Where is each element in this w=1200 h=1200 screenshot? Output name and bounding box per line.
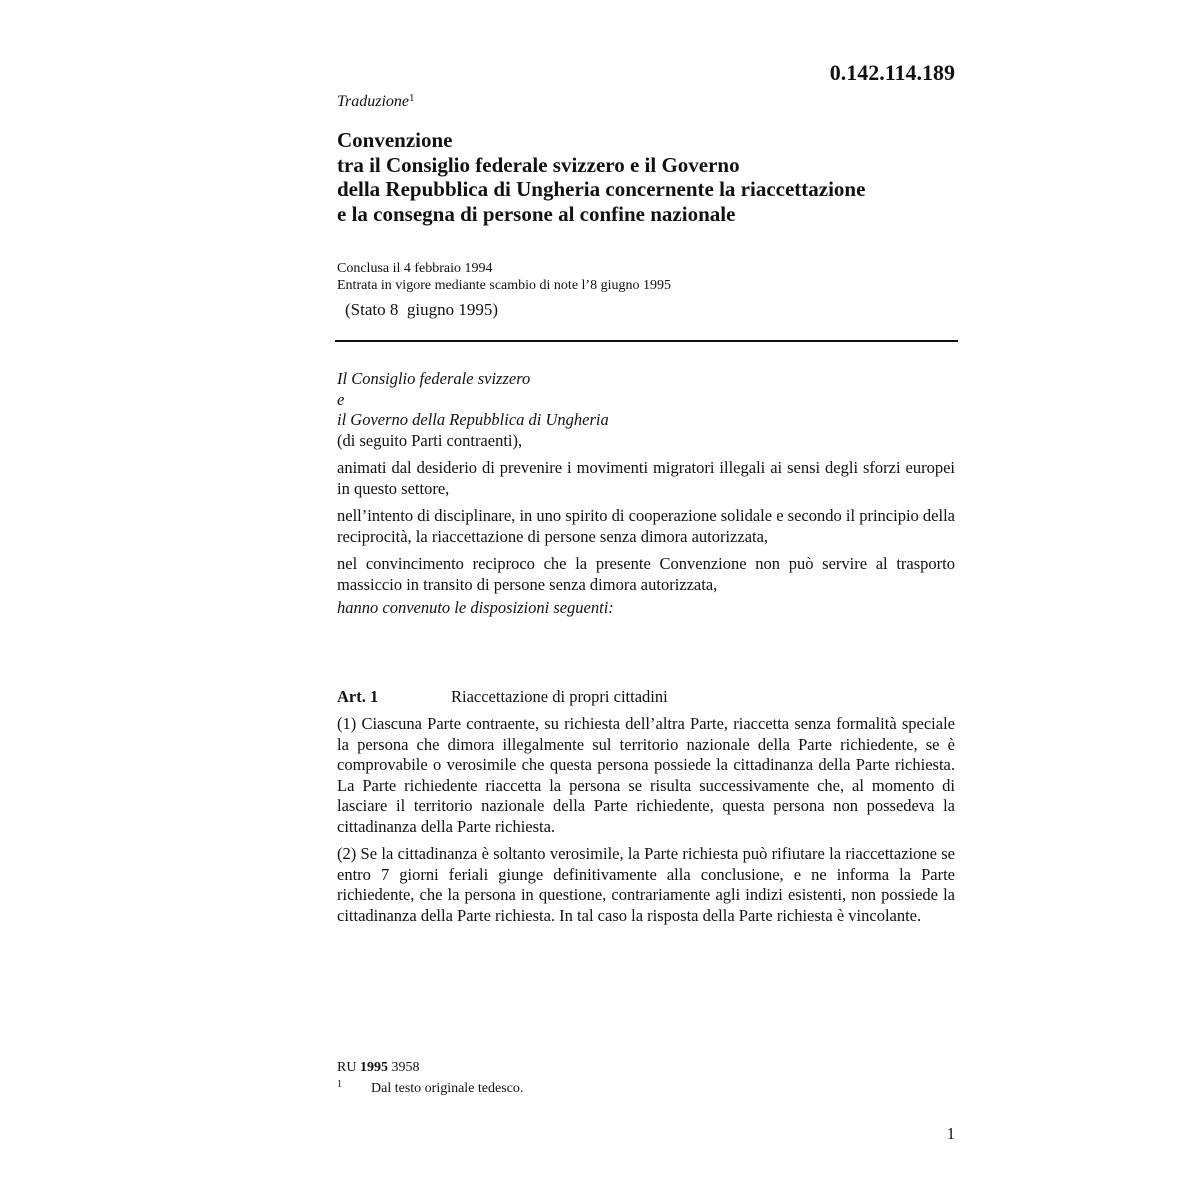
official-compilation-reference xyxy=(337,1059,419,1077)
page-number: 1 xyxy=(946,1124,955,1143)
article-title: Riaccettazione di propri cittadini xyxy=(451,687,668,706)
concluded-date: Conclusa il 4 febbraio 1994 xyxy=(337,261,493,276)
title-line: della Repubblica di Ungheria concernente la riaccettazione xyxy=(337,177,866,201)
footnote: 1 Dal testo originale tedesco. xyxy=(337,1079,524,1096)
document-dates xyxy=(337,260,671,294)
ru-page: 3958 xyxy=(391,1060,420,1075)
article-paragraph: (1) Ciascuna Parte contraente, su richiesta dell’altra Parte, riaccetta senza formalità speciale la persona che dimora illegalmente sul territorio nazionale della Parte richiedente, se è comprovabile o verosimile che questa persona possiede la cittadinanza della Parte richiesta. La Parte richiedente riaccetta la persona se risulta successivamente che, al momento di lasciare il territorio nazionale della Parte richiedente, questa persona non possedeva la cittadinanza della Parte richiesta. xyxy=(337,714,955,836)
article-heading xyxy=(337,686,668,707)
entry-into-force: Entrata in vigore mediante scambio di note l’8 giugno 1995 xyxy=(337,278,671,293)
article-paragraph: (2) Se la cittadinanza è soltanto verosimile, la Parte richiesta può rifiutare la riaccettazione se entro 7 giorni feriali giunge definitivamente alla conclusione, e ne informa la Parte richiedente, che la persona in questione, contrariamente agli indizi esistenti, non possiede la cittadinanza della Parte richiesta. In tal caso la risposta della Parte richiesta è vincolante. xyxy=(337,844,955,925)
header-divider xyxy=(335,340,958,342)
agreed-provisions: hanno convenuto le disposizioni seguenti: xyxy=(337,598,614,617)
contracting-party-1: Il Consiglio federale svizzero xyxy=(337,369,531,388)
ru-prefix: RU xyxy=(337,1060,357,1075)
preamble xyxy=(337,369,955,619)
document-title xyxy=(337,128,967,226)
title-line: e la consegna di persone al confine nazionale xyxy=(337,201,736,226)
recital: nell’intento di disciplinare, in uno spirito di cooperazione solidale e secondo il principio della reciprocità, la riaccettazione di persone senza dimora autorizzata, xyxy=(337,506,955,546)
preamble-conjunction: e xyxy=(337,389,345,409)
title-line: Convenzione xyxy=(337,128,453,152)
contracting-party-2: il Governo della Repubblica di Ungheria xyxy=(337,410,609,429)
footnote-text: Dal testo originale tedesco. xyxy=(371,1081,524,1096)
ru-year: 1995 xyxy=(359,1060,388,1075)
article-number: Art. 1 xyxy=(337,687,379,706)
status-date: (Stato 8 giugno 1995) xyxy=(345,300,498,319)
translation-label-text: Traduzione xyxy=(337,93,410,110)
article-body xyxy=(337,714,955,926)
sr-number: 0.142.114.189 xyxy=(829,60,955,85)
recital: nel convincimento reciproco che la presente Convenzione non può servire al trasporto massiccio in transito di persone senza dimora autorizzata, xyxy=(337,554,955,594)
recital: animati dal desiderio di prevenire i movimenti migratori illegali ai sensi degli sforzi europei in questo settore, xyxy=(337,458,955,498)
footnote-reference[interactable]: 1 xyxy=(409,92,415,104)
hereinafter-clause: (di seguito Parti contraenti), xyxy=(337,430,523,450)
title-line: tra il Consiglio federale svizzero e il Governo xyxy=(337,152,740,177)
translation-label xyxy=(337,92,415,112)
